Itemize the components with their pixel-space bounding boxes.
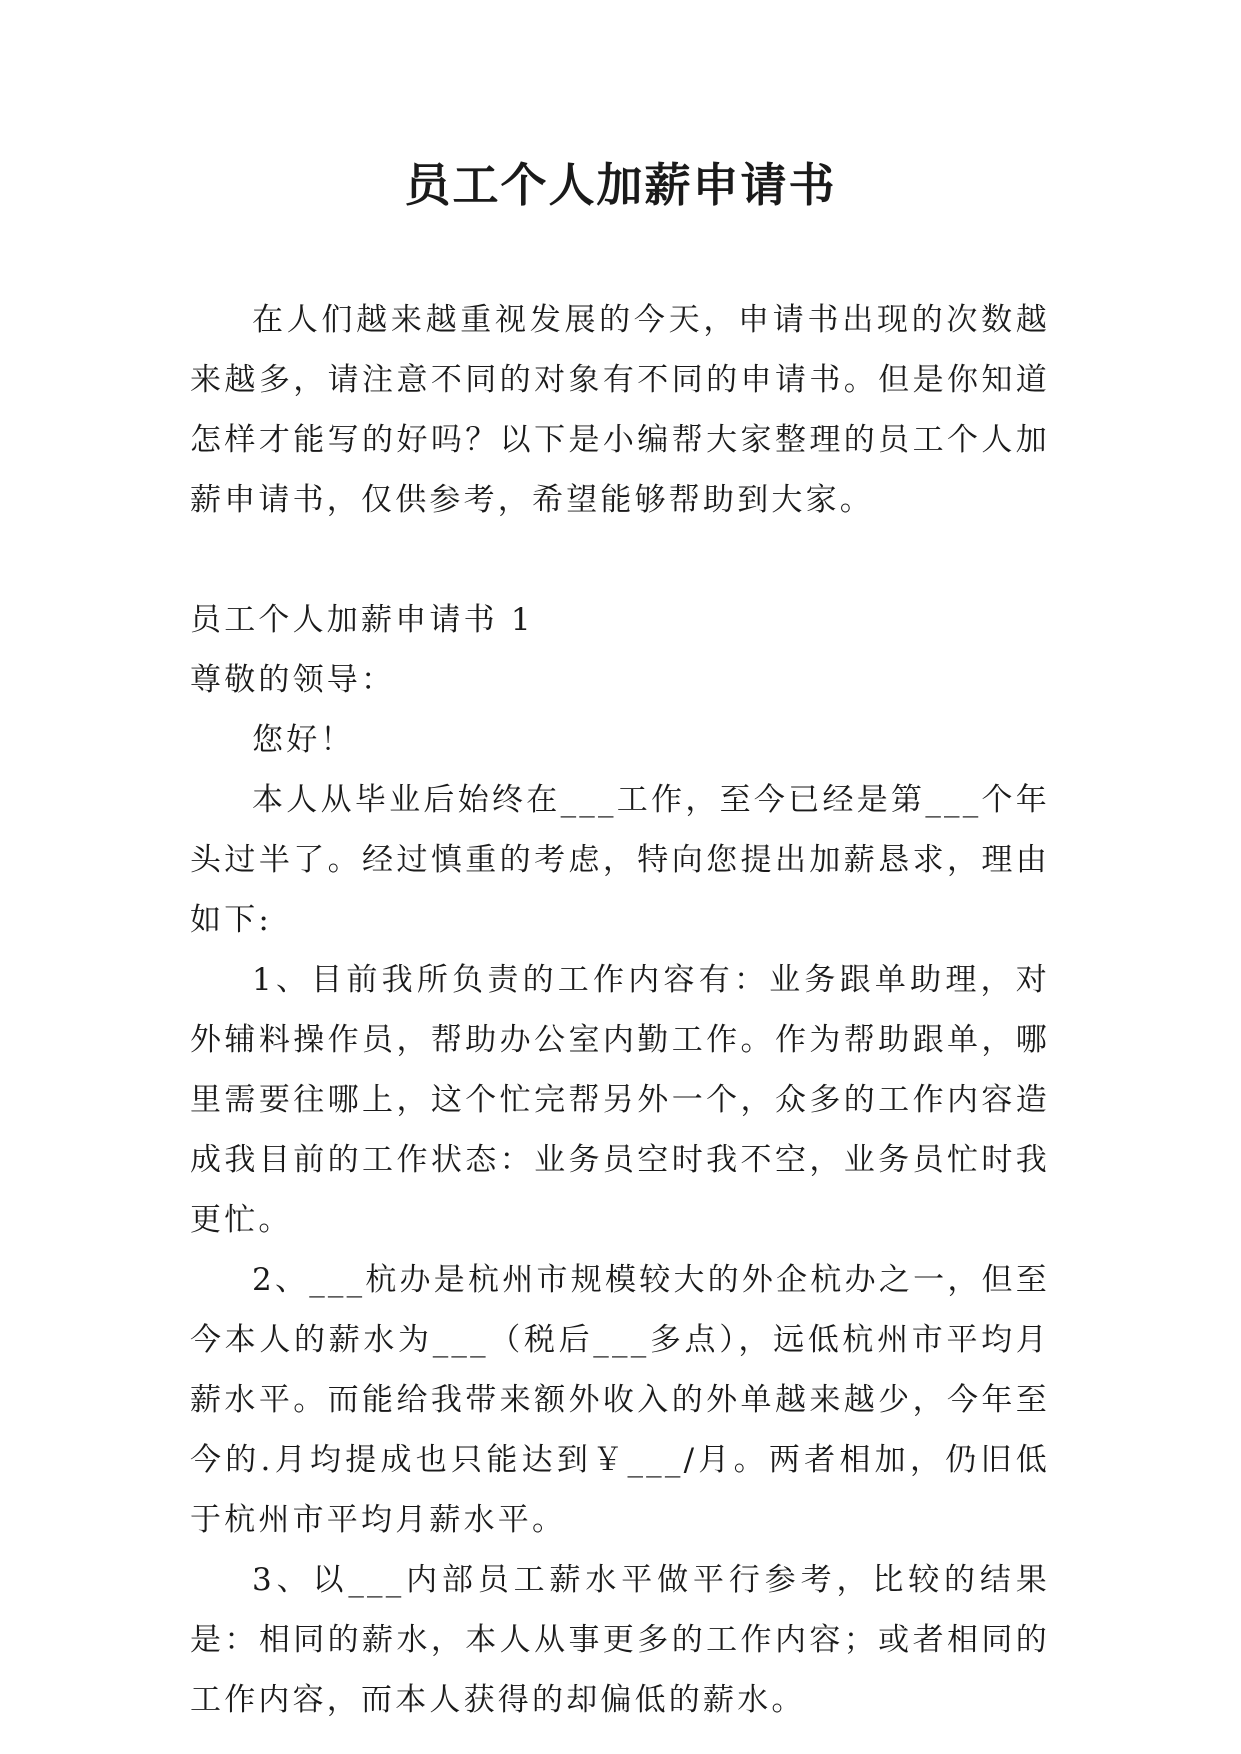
intro-paragraph: 在人们越来越重视发展的今天，申请书出现的次数越来越多，请注意不同的对象有不同的申请书。但是你知道怎样才能写的好吗？以下是小编帮大家整理的员工个人加薪申请书，仅供参考，希望能够帮助到大家。 bbox=[190, 302, 1050, 518]
document-body bbox=[190, 290, 1050, 1730]
body-paragraph: 1、目前我所负责的工作内容有：业务跟单助理，对外辅料操作员，帮助办公室内勤工作。作为帮助跟单，哪里需要往哪上，这个忙完帮另外一个，众多的工作内容造成我目前的工作状态：业务员空时我不空，业务员忙时我更忙。 bbox=[190, 962, 1050, 1238]
section-heading: 员工个人加薪申请书 1 bbox=[190, 602, 534, 638]
body-paragraph: 本人从毕业后始终在___工作，至今已经是第___个年头过半了。经过慎重的考虑，特向您提出加薪恳求，理由如下: bbox=[190, 782, 1050, 938]
body-paragraph: 2、___杭办是杭州市规模较大的外企杭办之一，但至今本人的薪水为___（税后___多点），远低杭州市平均月薪水平。而能给我带来额外收入的外单越来越少，今年至今的.月均提成也只能达到￥___/月。两者相加，仍旧低于杭州市平均月薪水平。 bbox=[190, 1262, 1050, 1538]
body-paragraph: 3、以___内部员工薪水平做平行参考，比较的结果是：相同的薪水，本人从事更多的工作内容；或者相同的工作内容，而本人获得的却偏低的薪水。 bbox=[190, 1562, 1050, 1718]
salutation: 尊敬的领导： bbox=[190, 662, 396, 698]
document-title: 员工个人加薪申请书 bbox=[404, 158, 837, 212]
paragraph-gap bbox=[190, 530, 1050, 590]
greeting: 您好！ bbox=[252, 722, 355, 758]
